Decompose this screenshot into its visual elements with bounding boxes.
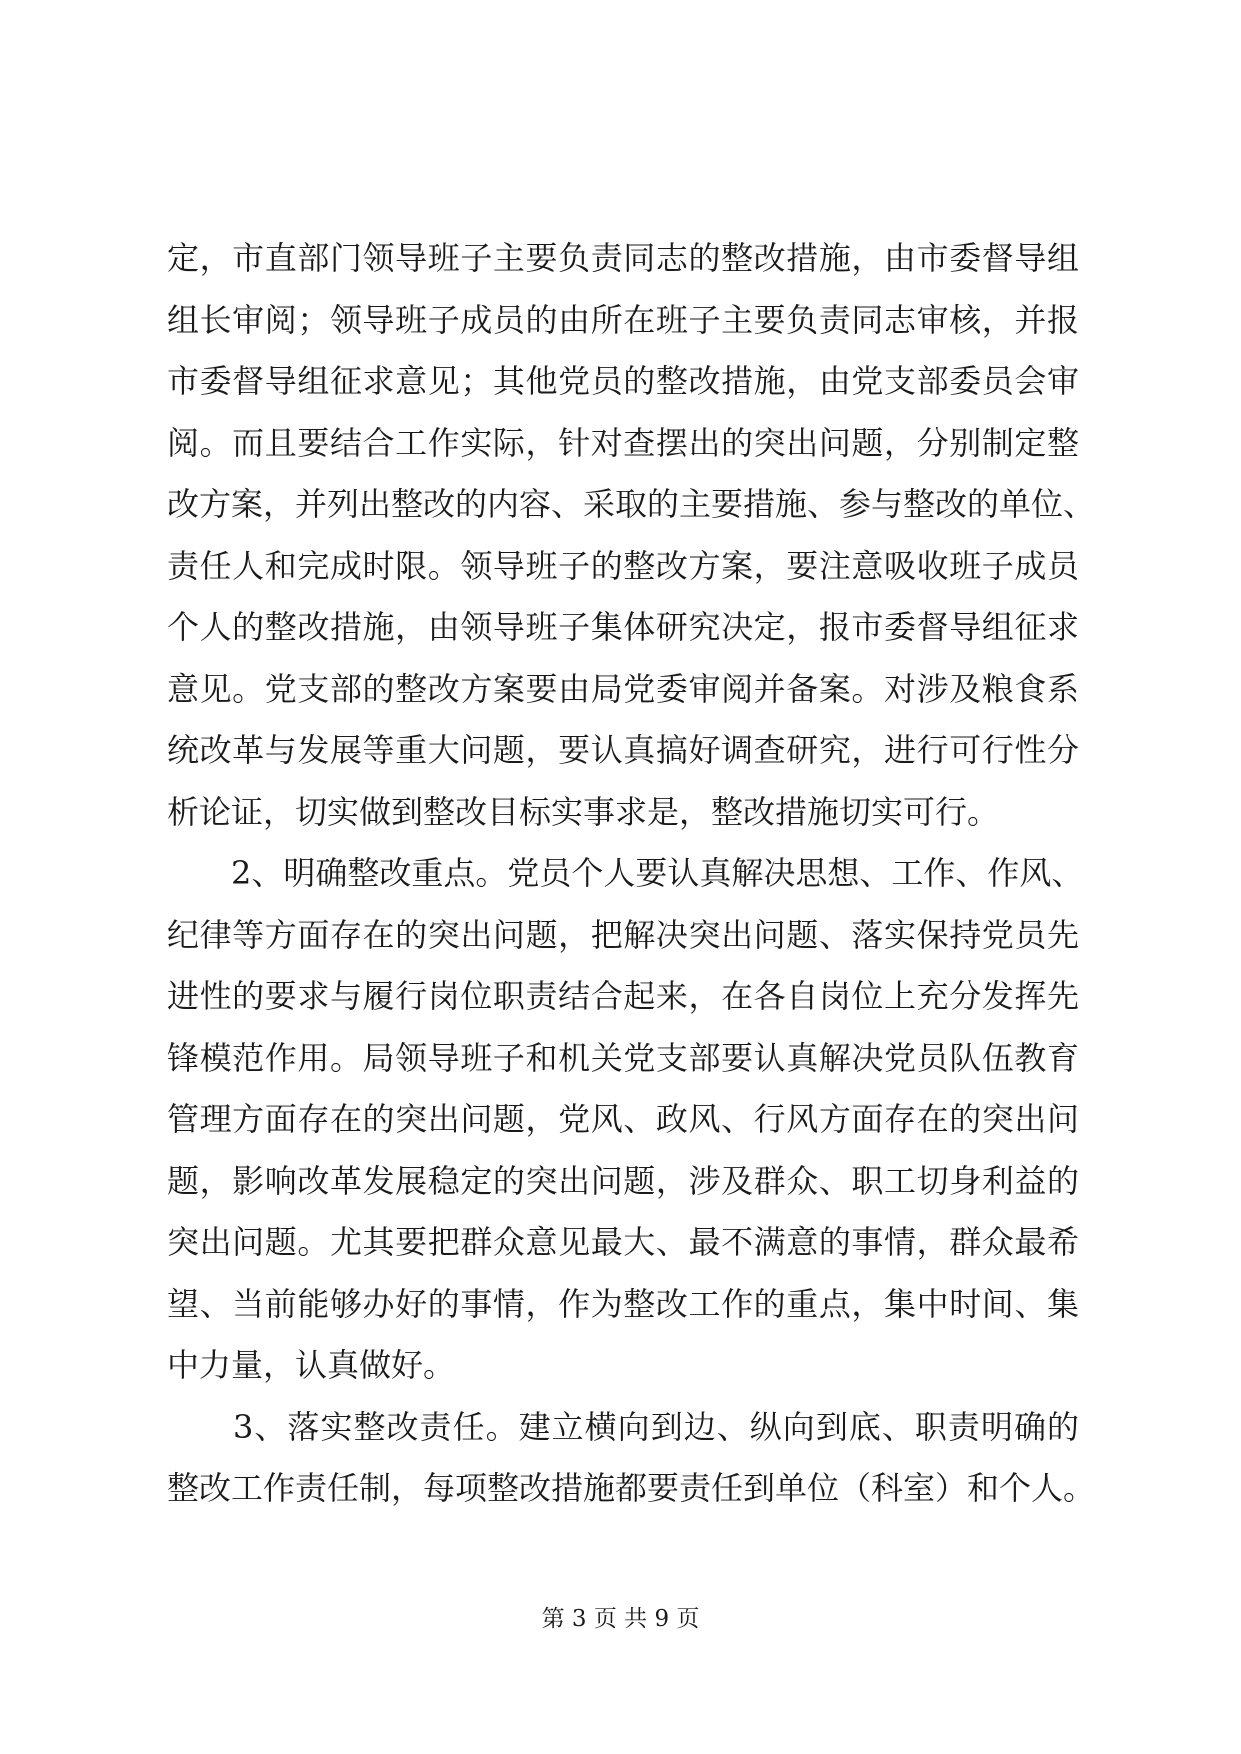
text-line: 个人的整改措施，由领导班子集体研究决定，报市委督导组征求 [167, 608, 1079, 646]
text-line: 意见。党支部的整改方案要由局党委审阅并备案。对涉及粮食系 [167, 669, 1079, 708]
text-line: 望、当前能够办好的事情，作为整改工作的重点，集中时间、集 [167, 1284, 1079, 1323]
text-line: 析论证，切实做到整改目标实事求是，整改措施切实可行。 [167, 792, 1000, 831]
text-line: 题，影响改革发展稳定的突出问题，涉及群众、职工切身利益的 [167, 1161, 1079, 1200]
text-line: 2、明确整改重点。党员个人要认真解决思想、工作、作风、 [167, 854, 1084, 892]
text-line: 管理方面存在的突出问题，党风、政风、行风方面存在的突出问 [167, 1100, 1079, 1138]
text-line: 市委督导组征求意见；其他党员的整改措施，由党支部委员会审 [167, 362, 1079, 400]
text-line: 进性的要求与履行岗位职责结合起来，在各自岗位上充分发挥先 [167, 977, 1079, 1015]
page-number-footer: 第 3 页 共 9 页 [541, 1606, 700, 1632]
text-line: 定，市直部门领导班子主要负责同志的整改措施，由市委督导组 [167, 239, 1079, 277]
text-line: 责任人和完成时限。领导班子的整改方案，要注意吸收班子成员 [167, 546, 1079, 585]
text-line: 中力量，认真做好。 [167, 1346, 456, 1384]
text-line: 突出问题。尤其要把群众意见最大、最不满意的事情，群众最希 [167, 1223, 1079, 1261]
text-line: 纪律等方面存在的突出问题，把解决突出问题、落实保持党员先 [167, 915, 1079, 954]
text-line: 锋模范作用。局领导班子和机关党支部要认真解决党员队伍教育 [167, 1038, 1079, 1077]
text-line: 整改工作责任制，每项整改措施都要责任到单位（科室）和个人。 [167, 1469, 1096, 1507]
document-body [167, 228, 1096, 1520]
text-line: 阅。而且要结合工作实际，针对查摆出的突出问题，分别制定整 [167, 423, 1079, 462]
text-line: 改方案，并列出整改的内容、采取的主要措施、参与整改的单位、 [167, 485, 1096, 523]
text-line: 3、落实整改责任。建立横向到边、纵向到底、职责明确的 [167, 1407, 1079, 1446]
text-line: 组长审阅；领导班子成员的由所在班子主要负责同志审核，并报 [167, 300, 1079, 339]
text-line: 统改革与发展等重大问题，要认真搞好调查研究，进行可行性分 [167, 731, 1079, 769]
